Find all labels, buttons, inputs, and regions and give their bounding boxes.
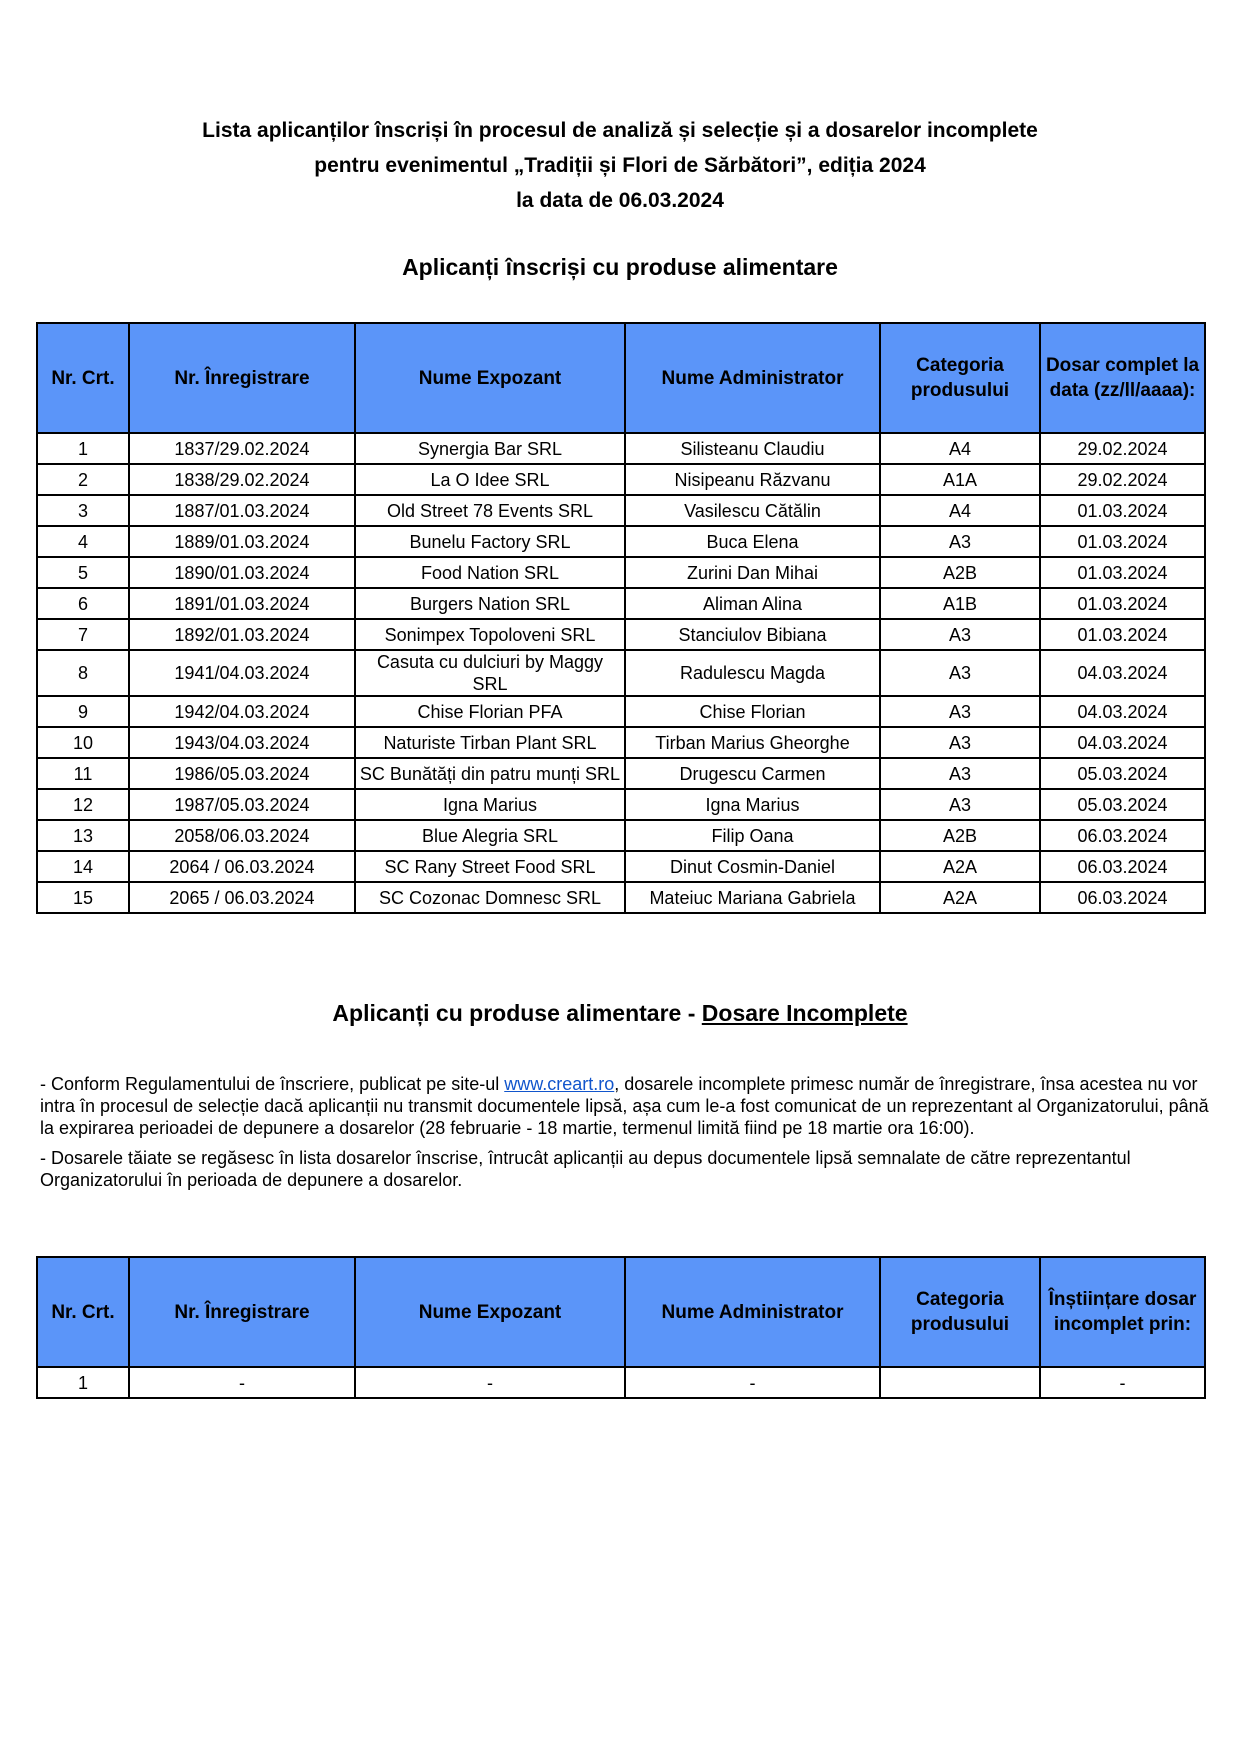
cell-data: 06.03.2024 [1040,820,1205,851]
registered-applicants-table [36,322,1206,914]
cell-nume-administrator: Igna Marius [625,789,880,820]
cell-categoria: A3 [880,696,1040,727]
cell-nr-crt: 1 [37,433,129,464]
section2-heading-prefix: Aplicanți cu produse alimentare - [332,1000,702,1026]
cell-data: 04.03.2024 [1040,727,1205,758]
cell-nr-inregistrare: 1889/01.03.2024 [129,526,355,557]
col-header-dosar-complet: Dosar complet la data (zz/ll/aaaa): [1040,323,1205,433]
cell-nr-inregistrare: 1890/01.03.2024 [129,557,355,588]
cell-nume-expozant: Igna Marius [355,789,625,820]
table-header-row [37,323,1205,433]
cell-nr-crt: 15 [37,882,129,913]
cell-nr-inregistrare: 1941/04.03.2024 [129,650,355,696]
cell-nr-crt: 13 [37,820,129,851]
cell-nume-administrator: Silisteanu Claudiu [625,433,880,464]
cell-nume-administrator: Buca Elena [625,526,880,557]
table-row [37,758,1205,789]
cell-categoria: A4 [880,433,1040,464]
cell-nr-crt: 11 [37,758,129,789]
note-1-before-link: - Conform Regulamentului de înscriere, publicat pe site-ul [40,1074,505,1094]
cell-nume-expozant: SC Bunătăți din patru munți SRL [355,758,625,789]
cell-categoria: A3 [880,727,1040,758]
cell-categoria [880,1367,1040,1398]
cell-categoria: A1A [880,464,1040,495]
cell-nume-expozant: Sonimpex Topoloveni SRL [355,619,625,650]
cell-nr-crt: 6 [37,588,129,619]
cell-nume-expozant: Casuta cu dulciuri by Maggy SRL [355,650,625,696]
table-row [37,851,1205,882]
col-header-categoria: Categoria produsului [880,323,1040,433]
cell-nume-administrator: Stanciulov Bibiana [625,619,880,650]
cell-nume-expozant: SC Rany Street Food SRL [355,851,625,882]
cell-nume-administrator: Vasilescu Cătălin [625,495,880,526]
cell-nume-administrator: Dinut Cosmin-Daniel [625,851,880,882]
creart-link[interactable]: www.creart.ro [504,1074,615,1094]
incomplete-files-table [36,1256,1206,1399]
table-row [37,495,1205,526]
note-1-after-link: , dosarele incomplete primesc număr de înregistrare, însa acestea nu vor intra în procesul de selecție dacă aplicanții nu transmit documentele lipsă, așa cum le-a fost comunicat de un reprezentant al Organizatorului, până la expirarea perioadei de depunere a dosarelor (28 februarie - 18 martie, termenul limită fiind pe 18 martie ora 16:00). [40,1074,1209,1138]
cell-categoria: A3 [880,789,1040,820]
cell-data: 06.03.2024 [1040,851,1205,882]
col-header-nr-crt: Nr. Crt. [37,323,129,433]
cell-categoria: A2A [880,851,1040,882]
cell-nr-crt: 8 [37,650,129,696]
table-row [37,1367,1205,1398]
cell-nume-expozant: Burgers Nation SRL [355,588,625,619]
cell-nr-inregistrare: 1838/29.02.2024 [129,464,355,495]
document-title [0,113,1240,218]
col-header-nr-crt: Nr. Crt. [37,1257,129,1367]
cell-categoria: A1B [880,588,1040,619]
table-row [37,727,1205,758]
table-row [37,588,1205,619]
col-header-nume-administrator: Nume Administrator [625,1257,880,1367]
note-2: - Dosarele tăiate se regăsesc în lista dosarelor înscrise, întrucât aplicanții au depus documentele lipsă semnalate de către reprezentantul Organizatorului în perioada de depunere a dosarelor. [40,1148,1131,1190]
cell-nr-crt: 4 [37,526,129,557]
cell-nume-expozant: Food Nation SRL [355,557,625,588]
cell-nume-expozant: SC Cozonac Domnesc SRL [355,882,625,913]
cell-nume-administrator: - [625,1367,880,1398]
cell-nume-administrator: Chise Florian [625,696,880,727]
col-header-nume-expozant: Nume Expozant [355,1257,625,1367]
section2-heading [0,1000,1240,1027]
cell-nr-crt: 7 [37,619,129,650]
cell-nume-administrator: Zurini Dan Mihai [625,557,880,588]
cell-categoria: A4 [880,495,1040,526]
section1-heading: Aplicanți înscriși cu produse alimentare [402,254,838,280]
cell-nr-inregistrare: 1887/01.03.2024 [129,495,355,526]
cell-nume-administrator: Filip Oana [625,820,880,851]
cell-categoria: A3 [880,619,1040,650]
cell-nume-expozant: Naturiste Tirban Plant SRL [355,727,625,758]
col-header-instiintare: Înștiințare dosar incomplet prin: [1040,1257,1205,1367]
cell-data: 01.03.2024 [1040,619,1205,650]
cell-nume-expozant: - [355,1367,625,1398]
cell-data: 01.03.2024 [1040,495,1205,526]
table-row [37,789,1205,820]
cell-nume-expozant: La O Idee SRL [355,464,625,495]
col-header-nume-expozant: Nume Expozant [355,323,625,433]
cell-nume-administrator: Radulescu Magda [625,650,880,696]
table-row [37,820,1205,851]
cell-data: 29.02.2024 [1040,464,1205,495]
cell-nr-crt: 3 [37,495,129,526]
table-row [37,433,1205,464]
cell-nr-inregistrare: - [129,1367,355,1398]
cell-nr-inregistrare: 1986/05.03.2024 [129,758,355,789]
cell-nr-crt: 9 [37,696,129,727]
cell-nume-expozant: Blue Alegria SRL [355,820,625,851]
cell-nr-inregistrare: 1891/01.03.2024 [129,588,355,619]
cell-nr-inregistrare: 1987/05.03.2024 [129,789,355,820]
cell-data: 04.03.2024 [1040,696,1205,727]
table-row [37,882,1205,913]
cell-nr-crt: 5 [37,557,129,588]
table-row [37,696,1205,727]
cell-data: - [1040,1367,1205,1398]
cell-nume-expozant: Bunelu Factory SRL [355,526,625,557]
cell-nr-inregistrare: 1943/04.03.2024 [129,727,355,758]
cell-data: 05.03.2024 [1040,789,1205,820]
cell-nr-crt: 14 [37,851,129,882]
col-header-nr-inregistrare: Nr. Înregistrare [129,1257,355,1367]
cell-nr-inregistrare: 1942/04.03.2024 [129,696,355,727]
cell-nume-administrator: Aliman Alina [625,588,880,619]
cell-data: 06.03.2024 [1040,882,1205,913]
cell-nume-expozant: Old Street 78 Events SRL [355,495,625,526]
title-line-3: la data de 06.03.2024 [516,189,724,212]
table-row [37,619,1205,650]
col-header-nume-administrator: Nume Administrator [625,323,880,433]
table-header-row [37,1257,1205,1367]
table-row [37,464,1205,495]
cell-nr-inregistrare: 1837/29.02.2024 [129,433,355,464]
cell-nume-administrator: Mateiuc Mariana Gabriela [625,882,880,913]
cell-categoria: A2B [880,557,1040,588]
cell-nr-inregistrare: 2058/06.03.2024 [129,820,355,851]
note-1 [40,1073,1210,1139]
cell-data: 01.03.2024 [1040,526,1205,557]
cell-data: 04.03.2024 [1040,650,1205,696]
cell-categoria: A3 [880,526,1040,557]
cell-data: 01.03.2024 [1040,557,1205,588]
cell-categoria: A3 [880,650,1040,696]
cell-data: 29.02.2024 [1040,433,1205,464]
cell-data: 05.03.2024 [1040,758,1205,789]
cell-nr-inregistrare: 1892/01.03.2024 [129,619,355,650]
cell-nr-crt: 2 [37,464,129,495]
col-header-nr-inregistrare: Nr. Înregistrare [129,323,355,433]
notes-block [40,1073,1210,1199]
col-header-categoria: Categoria produsului [880,1257,1040,1367]
cell-nr-inregistrare: 2065 / 06.03.2024 [129,882,355,913]
table-row [37,526,1205,557]
cell-data: 01.03.2024 [1040,588,1205,619]
cell-categoria: A2B [880,820,1040,851]
cell-categoria: A2A [880,882,1040,913]
cell-nume-expozant: Synergia Bar SRL [355,433,625,464]
cell-nr-inregistrare: 2064 / 06.03.2024 [129,851,355,882]
section2-heading-underlined: Dosare Incomplete [701,1000,908,1026]
cell-nr-crt: 1 [37,1367,129,1398]
title-line-2: pentru evenimentul „Tradiții și Flori de Sărbători”, ediția 2024 [314,154,926,177]
cell-nume-administrator: Drugescu Carmen [625,758,880,789]
cell-nr-crt: 12 [37,789,129,820]
cell-nr-crt: 10 [37,727,129,758]
cell-nume-expozant: Chise Florian PFA [355,696,625,727]
table-row [37,557,1205,588]
table-row [37,650,1205,696]
cell-categoria: A3 [880,758,1040,789]
cell-nume-administrator: Tirban Marius Gheorghe [625,727,880,758]
cell-nume-administrator: Nisipeanu Răzvanu [625,464,880,495]
title-line-1: Lista aplicanților înscriși în procesul de analiză și selecție și a dosarelor incomplete [202,119,1038,142]
